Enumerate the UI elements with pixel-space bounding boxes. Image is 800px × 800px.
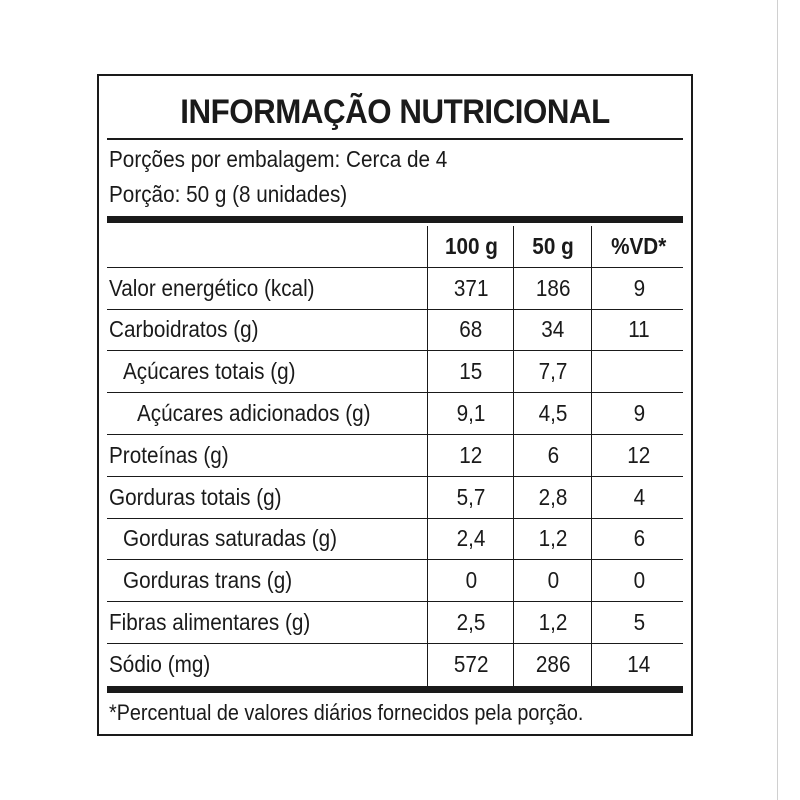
value-daily: 0 — [591, 560, 686, 601]
nutrient-name: Carboidratos (g) — [109, 316, 259, 343]
value-100g: 9,1 — [427, 393, 514, 434]
table-row — [107, 393, 683, 435]
nutrition-table — [107, 226, 683, 686]
value-100g: 2,5 — [427, 602, 514, 643]
value-50g: 0 — [513, 560, 592, 601]
value-100g: 12 — [427, 435, 514, 476]
value-daily — [591, 351, 686, 392]
value-50g: 2,8 — [513, 477, 592, 518]
table-row — [107, 644, 683, 686]
divider-thick-bottom — [107, 686, 683, 693]
table-row — [107, 519, 683, 561]
nutrient-name: Proteínas (g) — [109, 441, 229, 468]
divider-title — [107, 138, 683, 140]
table-row — [107, 602, 683, 644]
table-row — [107, 310, 683, 352]
nutrient-name: Fibras alimentares (g) — [109, 609, 311, 636]
value-100g: 371 — [427, 268, 514, 309]
nutrient-name: Gorduras totais (g) — [109, 483, 282, 510]
header-nutrient — [109, 226, 425, 267]
value-50g: 7,7 — [513, 351, 592, 392]
value-100g: 68 — [427, 310, 514, 351]
nutrient-name: Açúcares totais (g) — [123, 358, 296, 385]
value-100g: 0 — [427, 560, 514, 601]
divider-thick-top — [107, 216, 683, 223]
value-daily: 11 — [591, 310, 686, 351]
footnote: *Percentual de valores diários fornecidos pela porção. — [109, 700, 584, 725]
header-100g: 100 g — [427, 226, 514, 267]
value-50g: 1,2 — [513, 602, 592, 643]
nutrient-name: Gorduras saturadas (g) — [123, 525, 338, 552]
value-50g: 186 — [513, 268, 592, 309]
table-row — [107, 560, 683, 602]
label-title: INFORMAÇÃO NUTRICIONAL — [180, 93, 610, 131]
table-row — [107, 477, 683, 519]
value-50g: 286 — [513, 644, 592, 686]
value-daily: 9 — [591, 393, 686, 434]
table-row — [107, 268, 683, 310]
nutrient-name: Valor energético (kcal) — [109, 274, 315, 301]
nutrient-name: Açúcares adicionados (g) — [137, 400, 371, 427]
value-50g: 6 — [513, 435, 592, 476]
table-header-row — [107, 226, 683, 268]
value-daily: 4 — [591, 477, 686, 518]
table-row — [107, 435, 683, 477]
value-50g: 1,2 — [513, 519, 592, 560]
nutrient-name: Gorduras trans (g) — [123, 567, 293, 594]
servings-per-package: Porções por embalagem: Cerca de 4 — [109, 146, 448, 172]
value-daily: 12 — [591, 435, 686, 476]
image-right-edge — [777, 0, 778, 800]
value-daily: 14 — [591, 644, 686, 686]
value-100g: 5,7 — [427, 477, 514, 518]
value-100g: 2,4 — [427, 519, 514, 560]
table-row — [107, 351, 683, 393]
value-daily: 9 — [591, 268, 686, 309]
nutrition-label — [97, 74, 693, 736]
nutrient-name: Sódio (mg) — [109, 651, 211, 678]
value-50g: 4,5 — [513, 393, 592, 434]
header-daily-value: %VD* — [591, 226, 686, 267]
value-100g: 572 — [427, 644, 514, 686]
value-100g: 15 — [427, 351, 514, 392]
serving-size: Porção: 50 g (8 unidades) — [109, 181, 348, 207]
value-50g: 34 — [513, 310, 592, 351]
header-50g: 50 g — [513, 226, 592, 267]
value-daily: 6 — [591, 519, 686, 560]
value-daily: 5 — [591, 602, 686, 643]
